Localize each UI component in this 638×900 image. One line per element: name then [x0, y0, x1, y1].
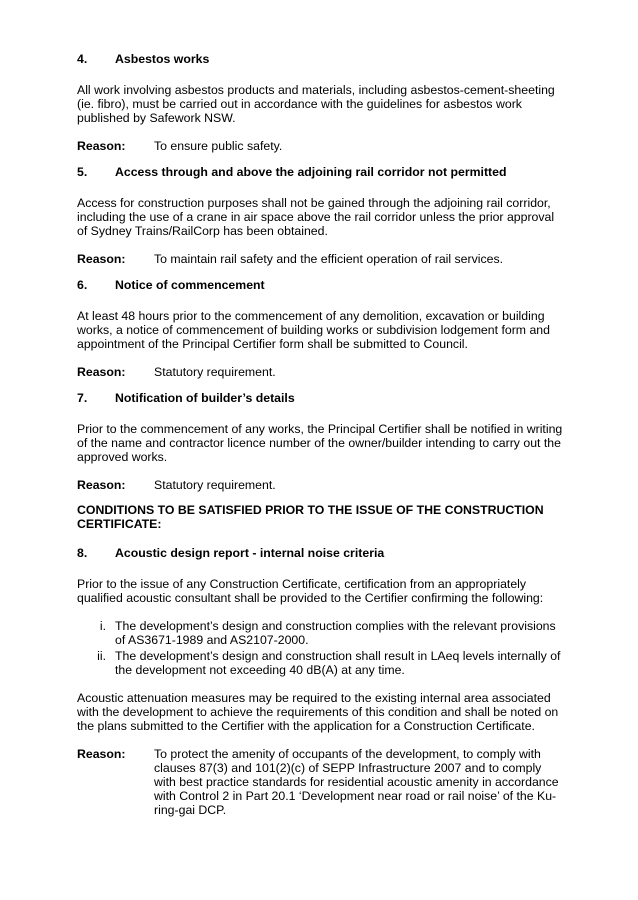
- condition-heading: [77, 390, 563, 406]
- list-item: [77, 649, 563, 677]
- reason-row: [77, 478, 563, 492]
- list-item: [77, 619, 563, 647]
- condition-heading: [77, 164, 563, 180]
- condition-heading: [77, 277, 563, 293]
- reason-label: Reason:: [77, 478, 126, 492]
- condition-body: Prior to the commencement of any works, the Principal Certifier shall be notified in writing of the name and contractor licence number of the owner/builder intending to carry out the approved works.: [77, 422, 563, 464]
- condition-body: Acoustic attenuation measures may be required to the existing internal area associated with the development to achieve the requirements of this condition and shall be noted on the plans submitted to the Certifier with the application for a Construction Certificate.: [77, 691, 559, 733]
- condition-body: Access for construction purposes shall not be gained through the adjoining rail corridor, including the use of a crane in air space above the rail corridor unless the prior approval of Sydney Trains/RailCorp has been obtained.: [77, 196, 555, 238]
- condition-heading: [77, 545, 563, 561]
- reason-row: [77, 747, 563, 817]
- reason-label: Reason:: [77, 365, 126, 379]
- condition-5: [77, 164, 563, 266]
- reason-text: Statutory requirement.: [154, 365, 276, 379]
- condition-4: [77, 51, 563, 153]
- requirements-list: [77, 619, 563, 677]
- condition-body: All work involving asbestos products and materials, including asbestos-cement-sheeting (ie. fibro), must be carried out in accordance with the guidelines for asbestos work published by Safework NSW.: [77, 83, 555, 125]
- reason-row: [77, 365, 563, 379]
- reason-text: To protect the amenity of occupants of the development, to comply with clauses 87(3) and 101(2)(c) of SEPP Infrastructure 2007 and to comply with best practice standards for residential acoustic amenity in accordance with Control 2 in Part 20.1 ‘Development near road or rail noise’ of the Ku-ring-gai DCP.: [154, 747, 559, 817]
- reason-row: [77, 139, 563, 153]
- condition-number: 4.: [77, 52, 88, 66]
- list-item-text: The development’s design and construction shall result in LAeq levels internally of the development not exceeding 40 dB(A) at any time.: [115, 649, 561, 677]
- condition-7: [77, 390, 563, 492]
- condition-number: 6.: [77, 278, 88, 292]
- list-item-number: i.: [99, 619, 106, 633]
- condition-title: Access through and above the adjoining rail corridor not permitted: [115, 165, 507, 179]
- reason-text: To ensure public safety.: [154, 139, 283, 153]
- conditions-heading: CONDITIONS TO BE SATISFIED PRIOR TO THE ISSUE OF THE CONSTRUCTION CERTIFICATE:: [77, 503, 544, 531]
- document-page: [77, 51, 563, 828]
- reason-text: To maintain rail safety and the efficient operation of rail services.: [154, 252, 504, 266]
- condition-number: 7.: [77, 391, 88, 405]
- condition-title: Notice of commencement: [115, 278, 265, 292]
- condition-body: Prior to the issue of any Construction Certificate, certification from an appropriately qualified acoustic consultant shall be provided to the Certifier confirming the following:: [77, 577, 544, 605]
- reason-label: Reason:: [77, 139, 126, 153]
- reason-row: [77, 252, 563, 266]
- condition-title: Asbestos works: [115, 52, 210, 66]
- condition-title: Notification of builder’s details: [115, 391, 295, 405]
- condition-6: [77, 277, 563, 379]
- reason-text: Statutory requirement.: [154, 478, 276, 492]
- condition-body: At least 48 hours prior to the commencement of any demolition, excavation or building works, a notice of commencement of building works or subdivision lodgement form and appointment of the Principal Certifier form shall be submitted to Council.: [77, 309, 550, 351]
- condition-8: [77, 545, 563, 817]
- reason-label: Reason:: [77, 747, 126, 761]
- reason-label: Reason:: [77, 252, 126, 266]
- condition-heading: [77, 51, 563, 67]
- condition-title: Acoustic design report - internal noise criteria: [115, 546, 385, 560]
- condition-number: 8.: [77, 546, 88, 560]
- list-item-number: ii.: [97, 649, 106, 663]
- condition-number: 5.: [77, 165, 88, 179]
- list-item-text: The development’s design and construction complies with the relevant provisions of AS3671-1989 and AS2107-2000.: [115, 619, 556, 647]
